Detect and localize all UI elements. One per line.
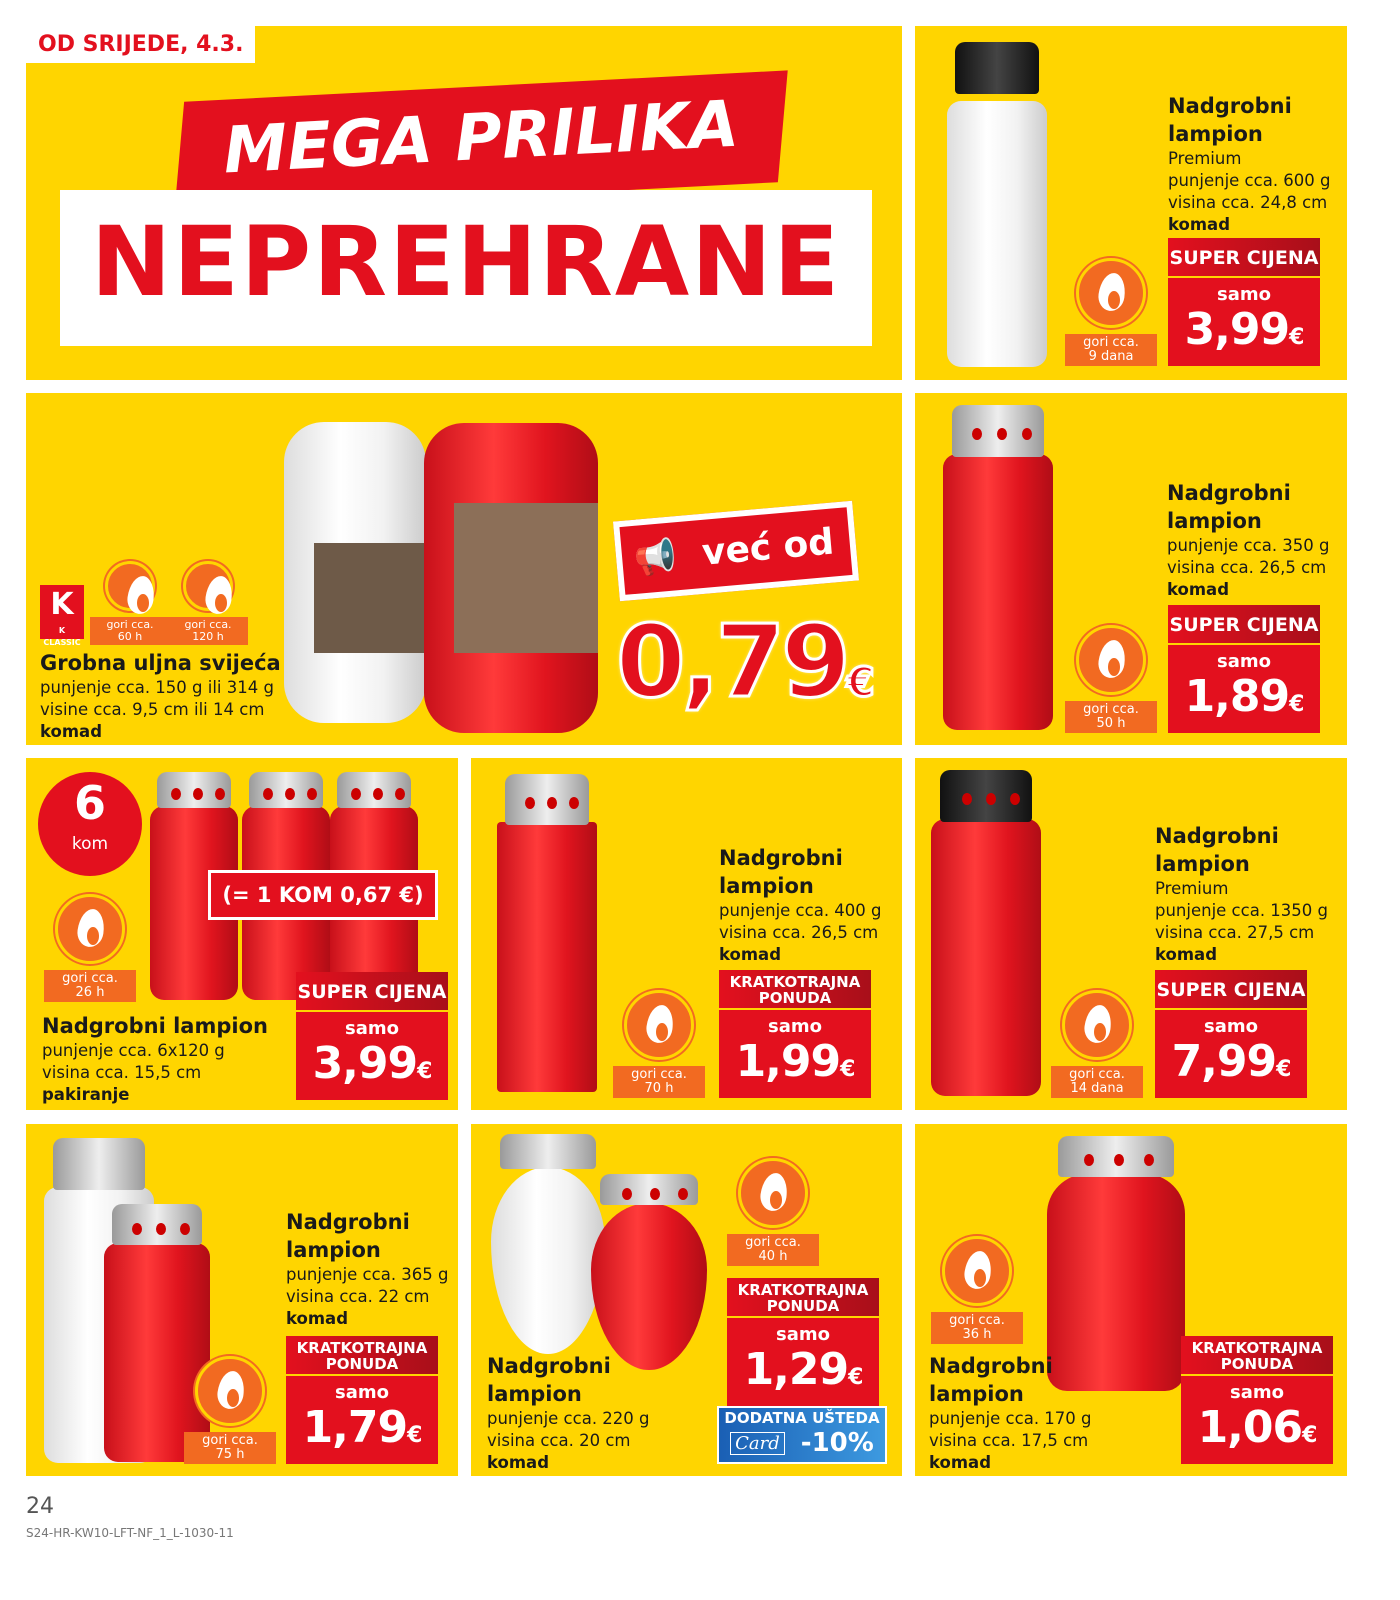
candle-offer-card[interactable] — [26, 393, 902, 745]
page-number: 24 — [26, 1494, 54, 1519]
product-unit: komad — [40, 722, 103, 741]
price: 1,99€ — [735, 1036, 855, 1087]
product-unit: komad — [719, 945, 782, 964]
product-title: Nadgrobni lampion — [929, 1354, 1053, 1406]
price-tag: SUPER CIJENA — [1168, 605, 1320, 645]
samo-label: samo — [1217, 284, 1271, 305]
samo-label: samo — [335, 1382, 389, 1403]
price-tag: KRATKOTRAJNA PONUDA — [286, 1336, 438, 1376]
white-heart-lampion-image — [491, 1134, 605, 1354]
product-detail: punjenje cca. 1350 g — [1155, 901, 1329, 920]
product-detail: visina cca. 15,5 cm — [42, 1063, 202, 1082]
offer-date: OD SRIJEDE, 4.3. — [26, 26, 255, 63]
flame-icon — [195, 1356, 265, 1426]
product-title: Nadgrobni lampion — [487, 1354, 611, 1406]
product-detail: visina cca. 22 cm — [286, 1287, 430, 1306]
product-title: Grobna uljna svijeća — [40, 651, 281, 675]
red-heart-lampion-image — [591, 1174, 707, 1370]
product-detail: visine cca. 9,5 cm ili 14 cm — [40, 700, 265, 719]
count-badge: 6 kom — [38, 772, 142, 876]
price-tag: SUPER CIJENA — [1155, 970, 1307, 1010]
hero-panel — [26, 26, 902, 380]
product-card[interactable] — [915, 758, 1347, 1110]
flame-icon — [942, 1236, 1012, 1306]
product-detail: punjenje cca. 365 g — [286, 1265, 449, 1284]
lampion-image — [943, 405, 1053, 730]
samo-label: samo — [345, 1018, 399, 1039]
product-card[interactable] — [26, 758, 458, 1110]
price: 7,99€ — [1171, 1036, 1291, 1087]
product-card[interactable] — [915, 26, 1347, 380]
white-candle-image — [284, 403, 426, 723]
lampion-image — [947, 42, 1047, 367]
product-detail: visina cca. 27,5 cm — [1155, 923, 1315, 942]
price: 1,79€ — [302, 1402, 422, 1453]
price-box — [1168, 238, 1320, 366]
product-unit: komad — [1155, 945, 1218, 964]
flame-icon — [55, 894, 125, 964]
product-unit: komad — [929, 1453, 992, 1472]
product-detail: punjenje cca. 6x120 g — [42, 1041, 225, 1060]
product-card[interactable] — [471, 758, 902, 1110]
lampion-image — [931, 770, 1041, 1096]
product-detail: visina cca. 26,5 cm — [1167, 558, 1327, 577]
product-detail: visina cca. 17,5 cm — [929, 1431, 1089, 1450]
burn-time-badge: gori cca. 75 h — [184, 1356, 276, 1464]
price: 1,29€ — [743, 1344, 863, 1395]
product-detail: Premium — [1155, 879, 1229, 898]
price-box — [296, 972, 448, 1100]
product-detail: Premium — [1168, 149, 1242, 168]
product-title: Nadgrobni lampion — [1168, 94, 1292, 146]
print-code: S24-HR-KW10-LFT-NF_1_L-1030-11 — [26, 1526, 234, 1540]
burn-time-badge: gori cca. 120 h — [168, 561, 248, 645]
price-box — [1168, 605, 1320, 733]
price-tag: KRATKOTRAJNA PONUDA — [727, 1278, 879, 1318]
burn-time-badge: gori cca. 60 h — [90, 561, 170, 645]
product-detail: visina cca. 26,5 cm — [719, 923, 879, 942]
red-candle-image — [424, 403, 598, 733]
flame-icon — [105, 561, 155, 611]
price: 1,89€ — [1184, 671, 1304, 722]
neprehrane-text: NEPREHRANE — [90, 206, 842, 318]
vec-od-badge: 📢 već od — [613, 501, 859, 602]
flame-icon — [1076, 625, 1146, 695]
burn-time-badge: gori cca. 36 h — [931, 1236, 1023, 1344]
price-tag: SUPER CIJENA — [296, 972, 448, 1012]
megaphone-icon: 📢 — [632, 536, 679, 580]
burn-time-badge: gori cca. 70 h — [613, 990, 705, 1098]
price-box — [719, 970, 871, 1098]
product-unit: komad — [487, 1453, 550, 1472]
product-title: Nadgrobni lampion — [1155, 824, 1279, 876]
product-detail: visina cca. 20 cm — [487, 1431, 631, 1450]
burn-time-badge: gori cca. 26 h — [44, 894, 136, 1002]
price-box — [727, 1278, 879, 1406]
burn-time-badge: gori cca. 50 h — [1065, 625, 1157, 733]
kaufland-card-icon: Card — [730, 1432, 785, 1455]
mega-prilika-text: MEGA PRILIKA — [221, 87, 741, 189]
price: 3,99€ — [1184, 304, 1304, 355]
product-detail: punjenje cca. 150 g ili 314 g — [40, 678, 274, 697]
flame-icon — [1076, 258, 1146, 328]
card-discount-badge: DODATNA UŠTEDA Card -10% — [717, 1406, 887, 1464]
flame-icon — [738, 1158, 808, 1228]
price-tag: SUPER CIJENA — [1168, 238, 1320, 278]
product-title: Nadgrobni lampion — [42, 1014, 268, 1038]
product-card[interactable] — [915, 1124, 1347, 1476]
product-card[interactable] — [471, 1124, 902, 1476]
per-piece-price: (= 1 KOM 0,67 €) — [208, 870, 438, 920]
price-tag: KRATKOTRAJNA PONUDA — [1181, 1336, 1333, 1376]
samo-label: samo — [1204, 1016, 1258, 1037]
product-title: Nadgrobni lampion — [1167, 481, 1291, 533]
lampion-image — [497, 774, 597, 1092]
price-box — [286, 1336, 438, 1464]
price-tag: KRATKOTRAJNA PONUDA — [719, 970, 871, 1010]
product-detail: punjenje cca. 600 g — [1168, 171, 1331, 190]
product-detail: punjenje cca. 400 g — [719, 901, 882, 920]
product-unit: komad — [286, 1309, 349, 1328]
product-unit: komad — [1168, 215, 1231, 234]
price: 0,79€ — [616, 603, 871, 720]
price: 1,06€ — [1197, 1402, 1317, 1453]
product-title: Nadgrobni lampion — [286, 1210, 410, 1262]
product-card[interactable] — [915, 393, 1347, 745]
burn-time-badge: gori cca. 40 h — [727, 1158, 819, 1266]
k-classic-logo: K K CLASSIC — [40, 585, 84, 639]
flame-icon — [624, 990, 694, 1060]
product-detail: punjenje cca. 170 g — [929, 1409, 1092, 1428]
burn-time-badge: gori cca. 14 dana — [1051, 990, 1143, 1098]
burn-time-badge: gori cca. 9 dana — [1065, 258, 1157, 366]
product-detail: punjenje cca. 350 g — [1167, 536, 1330, 555]
product-unit: pakiranje — [42, 1085, 130, 1104]
product-detail: visina cca. 24,8 cm — [1168, 193, 1328, 212]
price-box — [1155, 970, 1307, 1098]
price: 3,99€ — [312, 1038, 432, 1089]
product-detail: punjenje cca. 220 g — [487, 1409, 650, 1428]
product-unit: komad — [1167, 580, 1230, 599]
samo-label: samo — [768, 1016, 822, 1037]
flame-icon — [1062, 990, 1132, 1060]
flame-icon — [183, 561, 233, 611]
samo-label: samo — [1230, 1382, 1284, 1403]
product-card[interactable] — [26, 1124, 458, 1476]
price-box — [1181, 1336, 1333, 1464]
samo-label: samo — [1217, 651, 1271, 672]
product-title: Nadgrobni lampion — [719, 846, 843, 898]
samo-label: samo — [776, 1324, 830, 1345]
